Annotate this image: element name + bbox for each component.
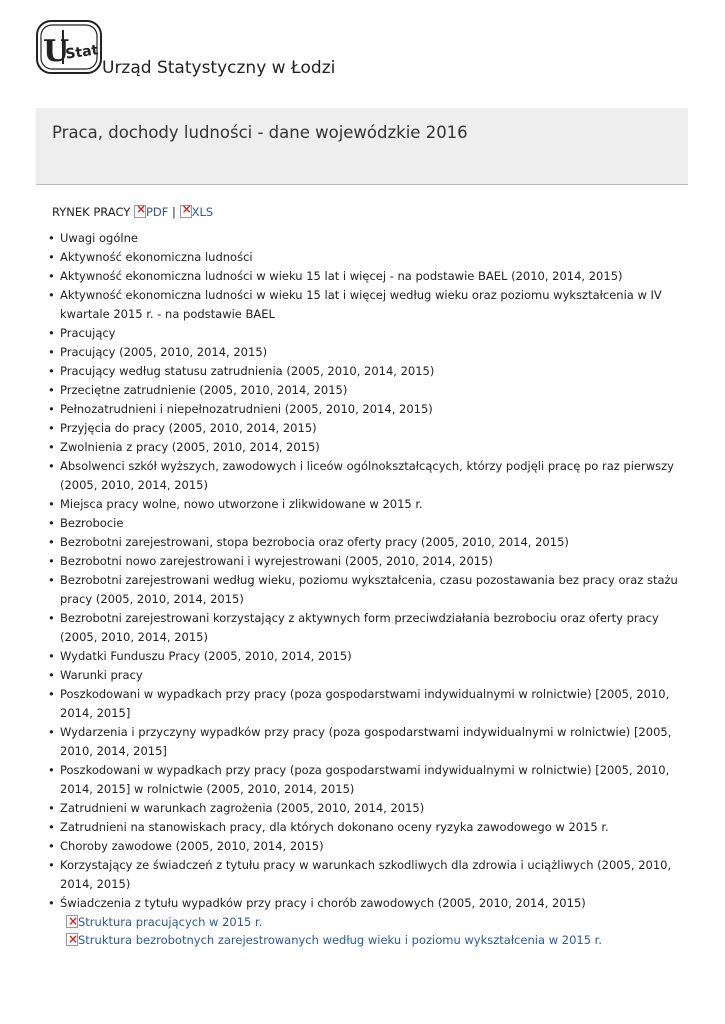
list-item[interactable]: • Uwagi ogólne: [46, 229, 682, 248]
svg-text:Stat: Stat: [64, 42, 100, 63]
list-item-last: [46, 894, 682, 949]
list-item[interactable]: • Poszkodowani w wypadkach przy pracy (poza gospodarstwami indywidualnymi w rolnictwie) [2005, 2010, 2014, 2015]: [46, 685, 682, 723]
xls-link[interactable]: XLS: [191, 205, 214, 219]
list-item[interactable]: • Pracujący według statusu zatrudnienia (2005, 2010, 2014, 2015): [46, 362, 682, 381]
xls-icon: [180, 205, 192, 218]
section-label: RYNEK PRACY: [52, 205, 131, 219]
list-item[interactable]: • Przyjęcia do pracy (2005, 2010, 2014, 2015): [46, 419, 682, 438]
list-item[interactable]: • Aktywność ekonomiczna ludności w wieku 15 lat i więcej według wieku oraz poziomu wykształcenia w IV kwartale 2015 r. - na podstawie BAEL: [46, 286, 682, 324]
chart-links: [60, 913, 682, 949]
list-item[interactable]: • Pełnozatrudnieni i niepełnozatrudnieni (2005, 2010, 2014, 2015): [46, 400, 682, 419]
pdf-icon: [134, 205, 146, 218]
list-item[interactable]: • Bezrobocie: [46, 514, 682, 533]
table-list: [46, 229, 682, 949]
svg-text:U: U: [43, 34, 70, 69]
list-item[interactable]: • Miejsca pracy wolne, nowo utworzone i zlikwidowane w 2015 r.: [46, 495, 682, 514]
list-item[interactable]: • Aktywność ekonomiczna ludności w wieku 15 lat i więcej - na podstawie BAEL (2010, 2014, 2015): [46, 267, 682, 286]
title-band: [36, 108, 688, 185]
list-item[interactable]: • Bezrobotni nowo zarejestrowani i wyrejestrowani (2005, 2010, 2014, 2015): [46, 552, 682, 571]
list-item[interactable]: • Pracujący (2005, 2010, 2014, 2015): [46, 343, 682, 362]
list-item[interactable]: • Aktywność ekonomiczna ludności: [46, 248, 682, 267]
list-item-text[interactable]: Świadczenia z tytułu wypadków przy pracy i chorób zawodowych (2005, 2010, 2014, 2015): [60, 896, 586, 910]
list-item[interactable]: • Zwolnienia z pracy (2005, 2010, 2014, 2015): [46, 438, 682, 457]
list-item[interactable]: • Bezrobotni zarejestrowani, stopa bezrobocia oraz oferty pracy (2005, 2010, 2014, 2015): [46, 533, 682, 552]
page-title: Praca, dochody ludności - dane wojewódzkie 2016: [52, 123, 468, 142]
list-item[interactable]: • Wydatki Funduszu Pracy (2005, 2010, 2014, 2015): [46, 647, 682, 666]
separator: |: [172, 205, 176, 219]
list-item[interactable]: • Bezrobotni zarejestrowani według wieku, poziomu wykształcenia, czasu pozostawania bez pracy oraz stażu pracy (2005, 2010, 2014, 2015): [46, 571, 682, 609]
chart-link-item: [60, 931, 682, 949]
list-item[interactable]: • Wydarzenia i przyczyny wypadków przy pracy (poza gospodarstwami indywidualnymi w rolnictwie) [2005, 2010, 2014, 2015]: [46, 723, 682, 761]
org-name: Urząd Statystyczny w Łodzi: [102, 58, 336, 78]
ustat-logo: [36, 20, 102, 74]
list-item[interactable]: • Przeciętne zatrudnienie (2005, 2010, 2014, 2015): [46, 381, 682, 400]
chart-icon: [66, 933, 78, 946]
chart-link-workers[interactable]: Struktura pracujących w 2015 r.: [78, 915, 263, 929]
list-item[interactable]: • Zatrudnieni w warunkach zagrożenia (2005, 2010, 2014, 2015): [46, 799, 682, 818]
list-item[interactable]: • Korzystający ze świadczeń z tytułu pracy w warunkach szkodliwych dla zdrowia i uciążliwych (2005, 2010, 2014, 2015): [46, 856, 682, 894]
pdf-link[interactable]: PDF: [145, 205, 169, 219]
list-item[interactable]: • Choroby zawodowe (2005, 2010, 2014, 2015): [46, 837, 682, 856]
chart-icon: [66, 915, 78, 928]
list-item[interactable]: • Warunki pracy: [46, 666, 682, 685]
chart-link-unemployed[interactable]: Struktura bezrobotnych zarejestrowanych według wieku i poziomu wykształcenia w 2015 r.: [78, 933, 603, 947]
section-heading: [52, 205, 213, 219]
list-item[interactable]: • Zatrudnieni na stanowiskach pracy, dla których dokonano oceny ryzyka zawodowego w 2015 r.: [46, 818, 682, 837]
list-item[interactable]: • Bezrobotni zarejestrowani korzystający z aktywnych form przeciwdziałania bezrobociu oraz oferty pracy (2005, 2010, 2014, 2015): [46, 609, 682, 647]
list-item[interactable]: • Pracujący: [46, 324, 682, 343]
list-item[interactable]: • Absolwenci szkół wyższych, zawodowych i liceów ogólnokształcących, którzy podjęli pracę po raz pierwszy (2005, 2010, 2014, 2015): [46, 457, 682, 495]
list-item[interactable]: • Poszkodowani w wypadkach przy pracy (poza gospodarstwami indywidualnymi w rolnictwie) [2005, 2010, 2014, 2015] w rolnictwie (2005, 2010, 2014, 2015): [46, 761, 682, 799]
chart-link-item: [60, 913, 682, 931]
